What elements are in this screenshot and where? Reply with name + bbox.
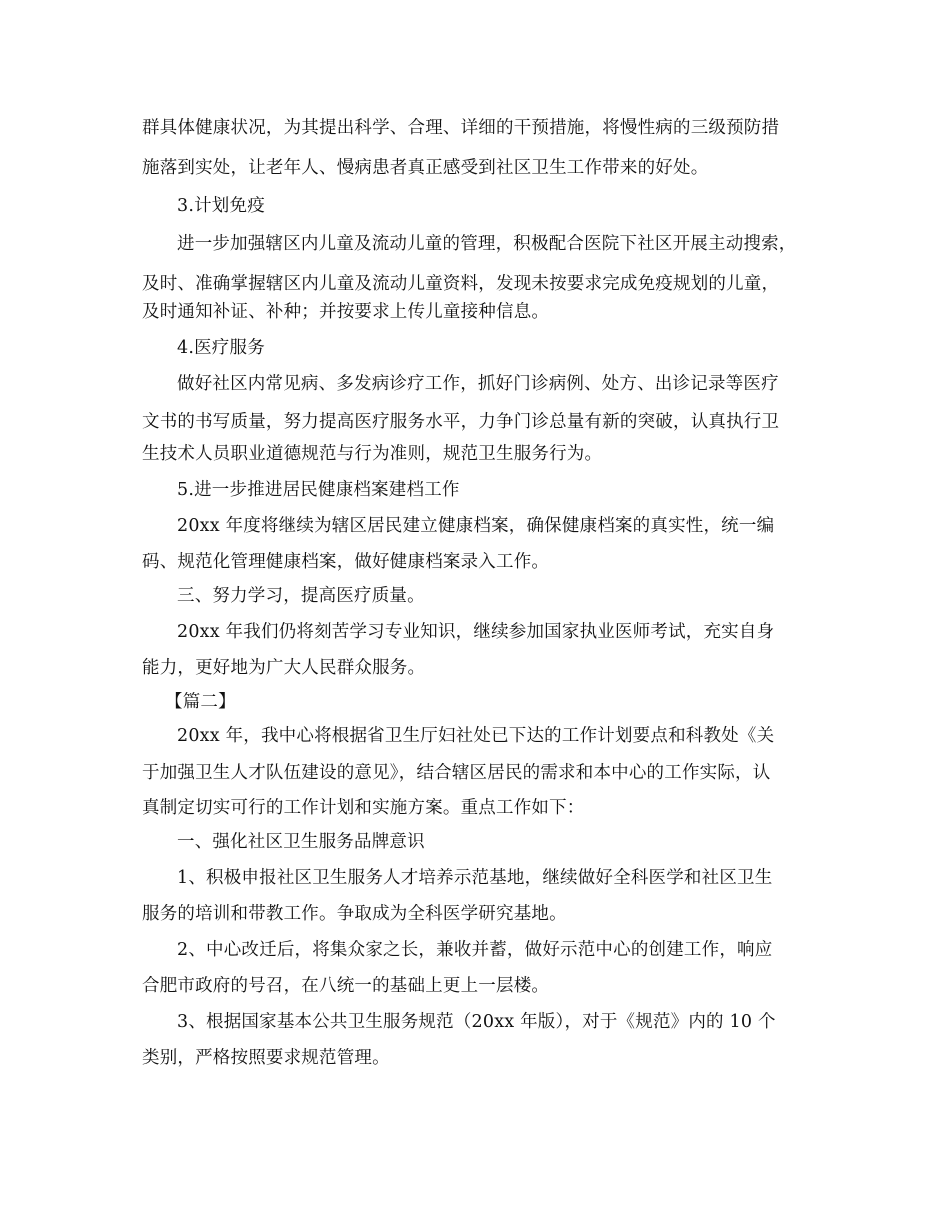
- body-text-line: 群具体健康状况，为其提出科学、合理、详细的干预措施，将慢性病的三级预防措: [142, 118, 780, 138]
- body-text-line: 20xx 年我们仍将刻苦学习专业知识，继续参加国家执业医师考试，充实自身: [177, 622, 775, 642]
- body-text-line: 码、规范化管理健康档案，做好健康档案录入工作。: [142, 552, 550, 572]
- body-text-line: 真制定切实可行的工作计划和实施方案。重点工作如下：: [142, 798, 585, 818]
- body-text-line: 及时通知补证、补种；并按要求上传儿童接种信息。: [142, 302, 550, 322]
- section-heading: 5.进一步推进居民健康档案建档工作: [177, 480, 460, 500]
- body-text-line: 20xx 年，我中心将根据省卫生厅妇社处已下达的工作计划要点和科教处《关: [177, 726, 775, 746]
- section-heading: 三、努力学习，提高医疗质量。: [177, 586, 425, 606]
- body-text-line: 能力，更好地为广大人民群众服务。: [142, 658, 426, 678]
- body-text-line: 进一步加强辖区内儿童及流动儿童的管理，积极配合医院下社区开展主动搜索，: [177, 234, 797, 254]
- body-text-line: 生技术人员职业道德规范与行为准则，规范卫生服务行为。: [142, 444, 603, 464]
- body-text-line: 3、根据国家基本公共卫生服务规范（20xx 年版），对于《规范》内的 10 个: [177, 1012, 776, 1032]
- part-heading: 【篇二】: [165, 692, 236, 712]
- body-text-line: 文书的书写质量，努力提高医疗服务水平，力争门诊总量有新的突破，认真执行卫: [142, 412, 780, 432]
- body-text-line: 做好社区内常见病、多发病诊疗工作，抓好门诊病例、处方、出诊记录等医疗: [177, 374, 779, 394]
- body-text-line: 于加强卫生人才队伍建设的意见》，结合辖区居民的需求和本中心的工作实际，认: [142, 763, 771, 783]
- body-text-line: 类别，严格按照要求规范管理。: [142, 1048, 390, 1068]
- body-text-line: 服务的培训和带教工作。争取成为全科医学研究基地。: [142, 904, 567, 924]
- body-text-line: 2、中心改迁后，将集众家之长，兼收并蓄，做好示范中心的创建工作，响应: [177, 940, 773, 960]
- section-heading: 4.医疗服务: [177, 338, 265, 358]
- body-text-line: 及时、准确掌握辖区内儿童及流动儿童资料，发现未按要求完成免疫规划的儿童，: [142, 274, 780, 294]
- section-heading: 3.计划免疫: [177, 196, 265, 216]
- body-text-line: 1、积极申报社区卫生服务人才培养示范基地，继续做好全科医学和社区卫生: [177, 868, 773, 888]
- body-text-line: 合肥市政府的号召，在八统一的基础上更上一层楼。: [142, 976, 550, 996]
- section-heading: 一、强化社区卫生服务品牌意识: [177, 832, 425, 852]
- body-text-line: 20xx 年度将继续为辖区居民建立健康档案，确保健康档案的真实性，统一编: [177, 516, 775, 536]
- body-text-line: 施落到实处，让老年人、慢病患者真正感受到社区卫生工作带来的好处。: [142, 158, 709, 178]
